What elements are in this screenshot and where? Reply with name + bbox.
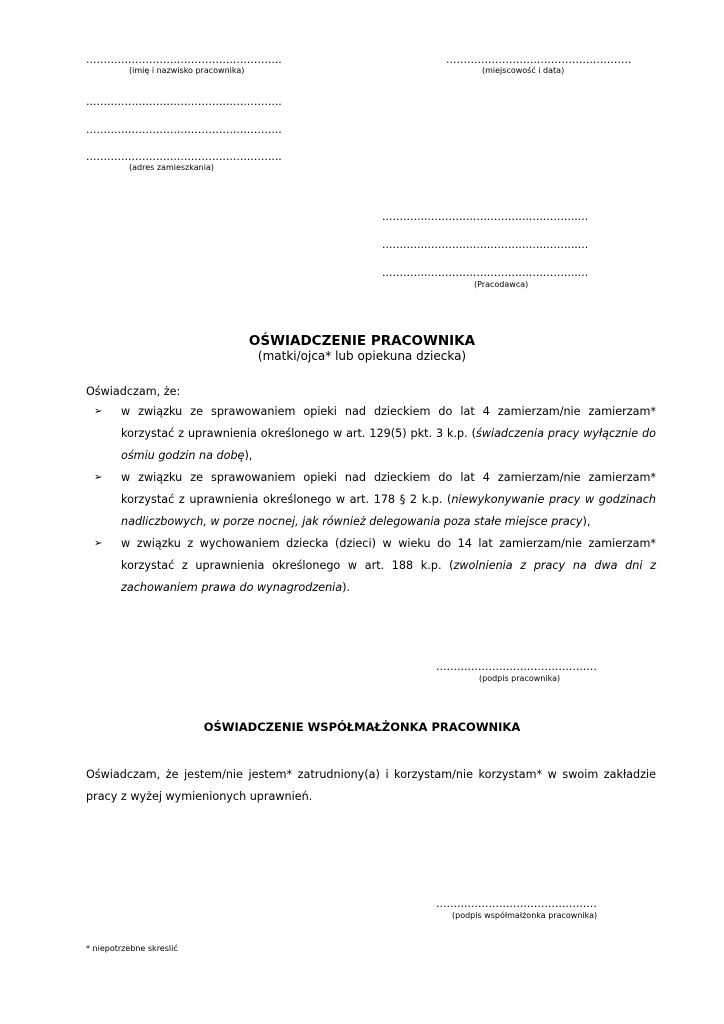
spouse-statement-title: OŚWIADCZENIE WSPÓŁMAŁŻONKA PRACOWNIKA: [203, 720, 521, 734]
spouse-signature-field[interactable]: ..............................................: [436, 897, 597, 910]
address-caption: (adres zamieszkania): [129, 163, 214, 172]
employee-signature-field[interactable]: ..............................................: [436, 660, 597, 673]
employer-caption: (Pracodawca): [474, 280, 529, 289]
statement-subtitle: (matki/ojca* lub opiekuna dziecka): [257, 349, 467, 363]
statement-item: ➢ w związku ze sprawowaniem opieki nad dzieckiem do lat 4 zamierzam/nie zamierzam* korzystać z uprawnienia określonego w art. 129(5) pkt. 3 k.p. (świadczenia pracy wyłącznie do ośmiu godzin na dobę),: [90, 401, 656, 467]
spouse-signature-caption: (podpis współmałżonka pracownika): [452, 911, 598, 920]
arrow-bullet-icon: ➢: [94, 406, 103, 417]
employer-line-2[interactable]: ...........................................................: [382, 238, 589, 251]
statement-intro: Oświadczam, że:: [86, 385, 181, 398]
statement-title: OŚWIADCZENIE PRACOWNIKA: [248, 333, 476, 349]
statement-item: ➢ w związku ze sprawowaniem opieki nad dzieckiem do lat 4 zamierzam/nie zamierzam* korzystać z uprawnienia określonego w art. 178 § 2 k.p. (niewykonywanie pracy w godzinach nadliczbowych, w porze nocnej, jak również delegowania poza stałe miejsce pracy),: [90, 467, 656, 533]
address-line-1[interactable]: ........................................................: [86, 95, 282, 108]
address-line-3[interactable]: ........................................................: [86, 150, 282, 163]
place-date-caption: (miejscowość i data): [482, 66, 565, 75]
footnote: * niepotrzebne skreslić: [86, 944, 178, 953]
statement-item: ➢ w związku z wychowaniem dziecka (dzieci) w wieku do 14 lat zamierzam/nie zamierzam* korzystać z uprawnienia określonego w art. 188 k.p. (zwolnienia z pracy na dwa dni z zachowaniem prawa do wynagrodzenia).: [90, 533, 656, 599]
employee-name-caption: (imię i nazwisko pracownika): [129, 66, 245, 75]
statement-list: [90, 401, 656, 599]
arrow-bullet-icon: ➢: [94, 538, 103, 549]
employer-line-3[interactable]: ...........................................................: [382, 266, 589, 279]
place-date-field[interactable]: .....................................................: [446, 53, 632, 66]
employer-line-1[interactable]: ...........................................................: [382, 210, 589, 223]
spouse-statement-text: Oświadczam, że jestem/nie jestem* zatrudniony(a) i korzystam/nie korzystam* w swoim zakładzie pracy z wyżej wymienionych uprawnień.: [86, 768, 656, 803]
employee-signature-caption: (podpis pracownika): [479, 674, 561, 683]
employee-name-field[interactable]: ........................................................: [86, 53, 282, 66]
arrow-bullet-icon: ➢: [94, 472, 103, 483]
address-line-2[interactable]: ........................................................: [86, 123, 282, 136]
